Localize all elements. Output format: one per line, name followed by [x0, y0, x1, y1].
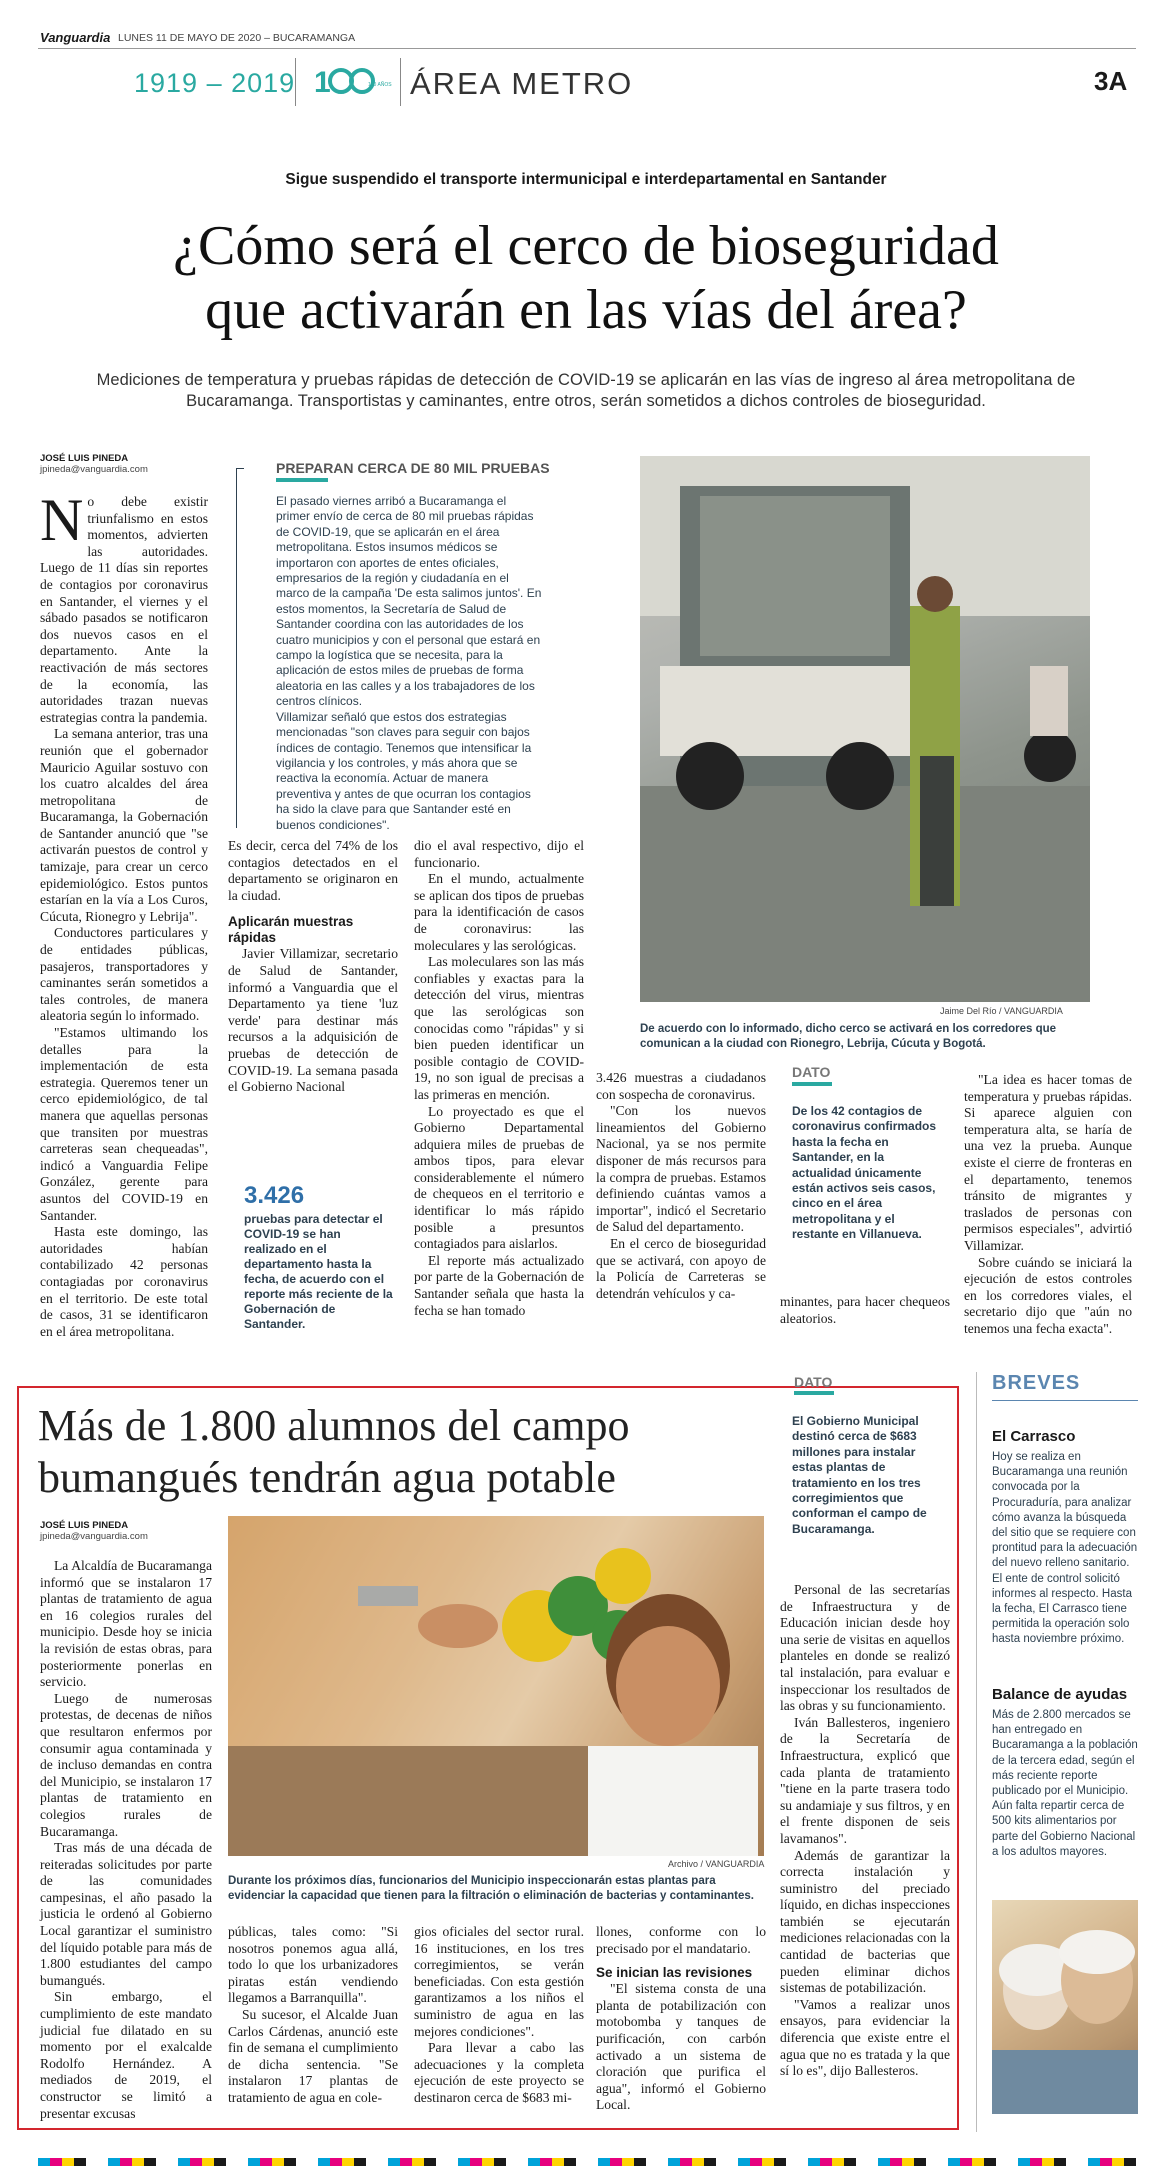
lead-col3-p1: dio el aval respectivo, dijo el funcionario.	[414, 838, 584, 870]
lead-deck	[0, 370, 1172, 412]
sidebar-bracket	[236, 468, 244, 828]
breves-rule	[992, 1400, 1138, 1401]
breves-title: BREVES	[992, 1372, 1081, 1394]
breves-item-1-title: El Carrasco	[992, 1428, 1076, 1445]
masthead-divider-2	[400, 58, 401, 106]
second-col1-p2: Luego de numerosas protestas, de decenas de niños que resultaron enfermos por consumir agua contaminada y de incluso demandas en contra del Municipio, se instalaron 17 plantas de tratamiento en colegios rurales de Bucaramanga.	[40, 1690, 212, 1839]
lead-col6-p1: "La idea es hacer tomas de temperatura y pruebas rápidas. Si aparece alguien con temperatura alta, se haría de una vez la prueba. Aunque existe el cierre de fronteras en el departamento, tenemos tránsito de migrantes y traslados de personas con permisos especiales", advirtió Villamizar.	[964, 1072, 1132, 1253]
second-dato-accent	[794, 1391, 834, 1395]
sidebar-p2: Villamizar señaló que estos dos estrategias mencionadas "son claves para seguir con bajos índices de contagio. Tenemos que intensificar la vigilancia y los controles, y más ahora que se reactiva la economía. Actuar de manera preventiva y antes de que ocurran los contagios ha sido la clave para que Santander esté en buenos condiciones".	[276, 709, 532, 832]
sidebar-body	[276, 494, 542, 833]
lead-column-2	[228, 838, 398, 1096]
lead-headline	[0, 214, 1172, 342]
second-headline-line-1: Más de 1.800 alumnos del campo	[38, 1401, 630, 1450]
second-column-5	[780, 1582, 950, 2080]
second-photo-credit: Archivo / VANGUARDIA	[668, 1859, 765, 1869]
lead-dato-accent	[792, 1082, 832, 1086]
breves-divider	[976, 1372, 977, 2132]
masthead-dateline: LUNES 11 DE MAYO DE 2020 – BUCARAMANGA	[118, 32, 356, 44]
lead-dato-label: DATO	[792, 1064, 831, 1080]
second-column-2	[228, 1924, 398, 2107]
lead-photo-caption: De acuerdo con lo informado, dicho cerco se activará en los corredores que comunican a la ciudad con Rionegro, Lebrija, Cúcuta y Bogotá.	[640, 1023, 1057, 1050]
second-column-3	[414, 1924, 584, 2107]
lead-column-1	[40, 487, 208, 1340]
svg-text:1: 1	[314, 66, 331, 98]
masthead-rule	[38, 48, 1136, 49]
masthead-brand: Vanguardia	[40, 30, 111, 45]
lead-col1-p1: o debe existir triunfalismo en estos momentos, advierten las autoridades. Luego de 11 días sin reportes de contagios por coronavirus en Santander, el viernes y el sábado pasados se notificaron dos nuevos casos en el departamento. Ante la reactivación de más sectores de la economía, las autoridades trazan nuevas estrategias contra la pandemia.	[40, 494, 208, 725]
second-col4-body: "El sistema consta de una planta de potabilización con motobomba y tanques de purificación, con carbón activado a un sistema de cloración que purifica el agua", informó el Gobierno Local.	[596, 1981, 766, 2113]
lead-kicker: Sigue suspendido el transporte intermunicipal e interdepartamental en Santander	[285, 171, 887, 188]
lead-col2-body: Javier Villamizar, secretario de Salud de Santander, informó a Vanguardia que el Departamento ya tiene 'luz verde' para destinar más recursos a la adquisición de pruebas de detección de COVID-19. La semana pasada el Gobierno Nacional	[228, 946, 398, 1095]
lead-column-3	[414, 838, 584, 1319]
lead-headline-line-2: que activarán en las vías del área?	[205, 279, 967, 341]
second-byline	[40, 1520, 220, 1542]
anniversary-label: 100 AÑOS	[368, 82, 392, 88]
lead-col2-top: Es decir, cerca del 74% de los contagios detectados en el departamento se originaron en la ciudad.	[228, 838, 398, 903]
lead-col1-p4: "Estamos ultimando los detalles para la implementación de esta estrategia. Queremos tener un cerco epidemiológico, de tal manera que aquellas personas que transiten por muestras carreteras sean chequeadas", indicó a Vanguardia Felipe González, gerente para asuntos del COVID-19 en Santander.	[40, 1025, 208, 1223]
lead-col1-p2: La semana anterior, tras una reunión que el gobernador Mauricio Aguilar sostuvo con los cuatro alcaldes del área metropolitana de Bucaramanga, la Gobernación de Santander anunció que "se activarán puestos de control y tamizaje, para crear un cerco epidemiológico. Estos puntos estarían en la vía a Los Curos, Cúcuta, Rionegro y Lebrija".	[40, 726, 208, 924]
lead-col4-p3: En el cerco de bioseguridad que se activará, con apoyo de la Policía de Carreteras se detendrán vehículos y ca-	[596, 1235, 766, 1301]
second-headline	[38, 1400, 768, 1504]
lead-col2-subhead: Aplicarán muestras rápidas	[228, 914, 354, 946]
lead-column-5-tail	[780, 1294, 950, 1327]
second-col3-p1: gios oficiales del sector rural. 16 instituciones, en los tres corregimientos, se verán beneficiadas. Con esta gestión garantizamos a los niños el suministro de agua en las mejores condiciones".	[414, 1924, 584, 2039]
lead-col3-p4: Lo proyectado es que el Gobierno Departamental adquiera miles de pruebas de ambos tipos, para elevar considerablemente el número de chequeos en el territorio e identificar lo más rápido posible a presuntos contagiados para aislarlos.	[414, 1103, 584, 1252]
lead-photo	[640, 456, 1090, 1002]
lead-byline-email: jpineda@vanguardia.com	[40, 464, 148, 475]
lead-col6-p2: Sobre cuándo se iniciará la ejecución de estos controles en los corredores viales, el secretario dijo que "aún no tenemos una fecha exacta".	[964, 1254, 1132, 1336]
lead-photo-credit: Jaime Del Río / VANGUARDIA	[940, 1006, 1063, 1016]
lead-dato-text: De los 42 contagios de coronavirus confirmados hasta la fecha en Santander, en la actualidad únicamente están activos seis casos, cinco en el área metropolitana y el restante en Villanueva.	[792, 1104, 937, 1242]
lead-byline-name: JOSÉ LUIS PINEDA	[40, 453, 129, 464]
section-title: ÁREA METRO	[410, 66, 634, 101]
second-col1-p3: Tras más de una década de reiteradas solicitudes por parte de las comunidades campesinas, el año pasado la justicia le ordenó al Gobierno Local garantizar el suministro del líquido potable para más de 1.800 estudiantes del campo bumangués.	[40, 1840, 212, 1988]
lead-col5-tail: minantes, para hacer chequeos aleatorios.	[780, 1294, 950, 1326]
second-column-4	[596, 1924, 766, 2114]
sidebar-title: PREPARAN CERCA DE 80 MIL PRUEBAS	[276, 460, 550, 476]
second-col1-p4: Sin embargo, el cumplimiento de este mandato judicial fue dilatado en su momento por el exalcalde Rodolfo Hernández. A mediados de 2019, el constructor se limitó a presentar excusas	[40, 1989, 212, 2121]
second-col5-p3: Además de garantizar la correcta instalación y suministro del preciado líquido, en dichas inspecciones también se ejecutarán mediciones relacionadas con la cantidad de bacterias que pueden eliminar dichos sistemas de potabilización.	[780, 1847, 950, 1996]
second-dato-text: El Gobierno Municipal destinó cerca de $683 millones para instalar estas plantas de tratamiento en los tres corregimientos que conforman el campo de Bucaramanga.	[792, 1414, 927, 1536]
second-col5-p4: "Vamos a realizar unos ensayos, para evidenciar la diferencia que existe entre el agua que no es tratada y la que sí lo es", dijo Ballesteros.	[780, 1996, 950, 2079]
masthead-years: 1919 – 2019	[134, 68, 296, 98]
dropcap: N	[40, 487, 84, 553]
second-col5-p1: Personal de las secretarías de Infraestructura y de Educación inician desde hoy una serie de visitas en aquellos planteles en donde se realizó tal instalación, para evaluar e inspeccionar los resultados de las obras y su funcionamiento.	[780, 1582, 950, 1714]
lead-column-4	[596, 1070, 766, 1302]
breves-item-2-text: Más de 2.800 mercados se han entregado en Bucaramanga a la población de la tercera edad, según el más reciente reporte publicado por el Municipio. Aún falta repartir cerca de 500 kits alimentarios por parte del Gobierno Nacional a los adultos mayores.	[992, 1709, 1138, 1858]
sidebar-title-accent	[276, 478, 328, 482]
second-photo-caption: Durante los próximos días, funcionarios del Municipio inspeccionarán estas plantas para evidenciar la capacidad que tienen para la filtración o eliminación de bacterias y contaminantes.	[228, 1875, 754, 1902]
second-dato-label: DATO	[794, 1374, 833, 1390]
lead-column-6	[964, 1072, 1132, 1338]
second-byline-name: JOSÉ LUIS PINEDA	[40, 1520, 129, 1531]
lead-col3-p2: En el mundo, actualmente se aplican dos tipos de pruebas para la identificación de casos de coronavirus: las moleculares y las serológicas.	[414, 871, 584, 953]
lead-col1-p3: Conductores particulares y de entidades públicas, pasajeros, transportadores y caminantes serán sometidos a tales controles, de manera aleatoria según lo informado.	[40, 925, 208, 1024]
second-col1-p1: La Alcaldía de Bucaramanga informó que se instalaron 17 plantas de tratamiento de agua en 16 colegios rurales del municipio. Desde hoy se inicia la revisión de estas obras, para posteriormente ponerlas en servicio.	[40, 1558, 212, 1690]
lead-col4-p1: 3.426 muestras a ciudadanos con sospecha de coronavirus.	[596, 1070, 766, 1102]
stat-number: 3.426	[244, 1182, 305, 1209]
second-headline-line-2: bumangués tendrán agua potable	[38, 1453, 616, 1502]
sidebar-p1: El pasado viernes arribó a Bucaramanga el primer envío de cerca de 80 mil pruebas rápidas de COVID-19, que se aplicarán en el área metropolitana. Estos insumos médicos se importaron con aportes de entes oficiales, empresarios de la región y ciudadanía en el marco de la campaña 'De esta salimos juntos'. En estos momentos, la Secretaría de Salud de Santander coordina con las autoridades de los cuatro municipios y con el personal que estará en campo la logística que se necesita, para la aplicación de estos miles de pruebas de forma aleatoria en las calles y a los trabajadores de los centros clínicos.	[276, 494, 542, 709]
lead-col3-p3: Las moleculares son las más confiables y exactas para la detección del virus, mientras que las serológicas son conocidas como "rápidas" y si bien pueden identificar un posible contagio de COVID-19, no son igual de precisas a las primeras en mención.	[414, 954, 584, 1102]
second-col4-top: llones, conforme con lo precisado por el mandatario.	[596, 1924, 766, 1956]
breves-photo	[992, 1900, 1138, 2114]
lead-col1-p5: Hasta este domingo, las autoridades habían contabilizado 42 personas contagiadas por coronavirus en el territorio. De este total de casos, 31 se identificaron en el área metropolitana.	[40, 1224, 208, 1339]
anniversary-logo	[314, 62, 380, 98]
second-photo	[228, 1516, 764, 1856]
lead-deck-line-2: Bucaramanga. Transportistas y caminantes, entre otros, serán sometidos a dichos controles de bioseguridad.	[186, 392, 986, 410]
second-col3-p2: Para llevar a cabo las adecuaciones y la completa ejecución de este proyecto se destinaron cerca de $683 mi-	[414, 2040, 584, 2105]
breves-item-2-title: Balance de ayudas	[992, 1686, 1128, 1703]
lead-col4-p2: "Con los nuevos lineamientos del Gobierno Nacional, ya se nos permite disponer de más recursos para la compra de pruebas. Estamos definiendo cuántas vamos a importar", indicó el Secretario de Salud del departamento.	[596, 1103, 766, 1235]
lead-deck-line-1: Mediciones de temperatura y pruebas rápidas de detección de COVID-19 se aplicarán en las vías de ingreso al área metropolitana de	[96, 371, 1076, 389]
lead-byline	[40, 453, 240, 475]
second-col2-p2: Su sucesor, el Alcalde Juan Carlos Cárdenas, anunció este fin de semana el cumplimiento de dicha sentencia. "Se instalaron 17 plantas de tratamiento de agua en cole-	[228, 2006, 398, 2105]
stat-text: pruebas para detectar el COVID-19 se han realizado en el departamento hasta la fecha, de acuerdo con el reporte más reciente de la Gobernación de Santander.	[244, 1212, 393, 1331]
page-number: 3A	[1094, 66, 1128, 96]
second-column-1	[40, 1558, 212, 2122]
second-col4-subhead: Se inician las revisiones	[596, 1965, 753, 1981]
lead-headline-line-1: ¿Cómo será el cerco de bioseguridad	[173, 215, 999, 277]
lead-col3-p5: El reporte más actualizado por parte de la Gobernación de Santander señala que hasta la fecha se han tomado	[414, 1252, 584, 1318]
breves-item-1-text: Hoy se realiza en Bucaramanga una reunión convocada por la Procuraduría, para analizar cómo avanza la búsqueda del sitio que se requiere con prontitud para la adecuación del nuevo relleno sanitario. El ente de control solicitó informes al respecto. Hasta la fecha, El Carrasco tiene permitida la operación solo hasta noviembre próximo.	[992, 1451, 1138, 1646]
second-col2-p1: públicas, tales como: "Si nosotros ponemos agua allá, todo lo que los urbanizadores piratas están vendiendo llegamos a Barranquilla".	[228, 1924, 398, 2006]
masthead-divider-1	[295, 58, 296, 106]
registration-strip	[38, 2158, 1138, 2166]
second-col5-p2: Iván Ballesteros, ingeniero de la Secretaría de Infraestructura, explicó que cada planta de tratamiento "tiene en la parte trasera todo su andamiaje y sus filtros, y en el frente disponen de seis lavamanos".	[780, 1714, 950, 1846]
second-byline-email: jpineda@vanguardia.com	[40, 1531, 148, 1542]
